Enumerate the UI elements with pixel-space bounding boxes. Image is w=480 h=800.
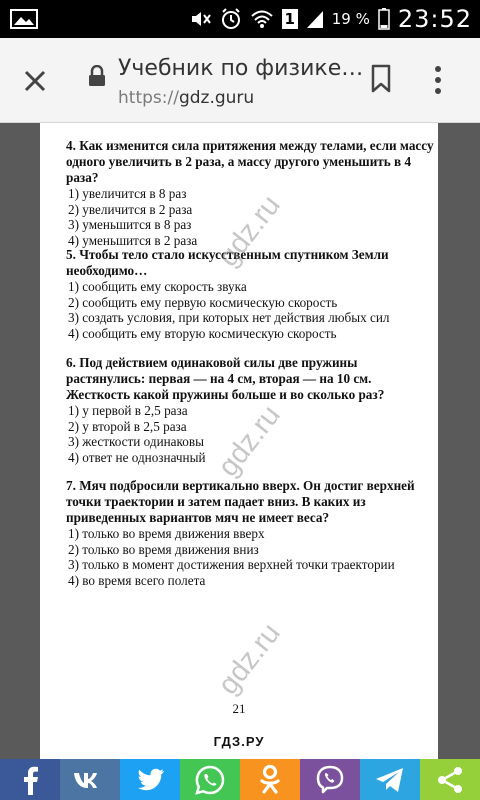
browser-toolbar: [0, 38, 480, 123]
page-url[interactable]: [118, 88, 254, 108]
answer-option: 1) у первой в 2,5 раза: [68, 403, 188, 418]
url-scheme: https://: [118, 88, 179, 108]
odnoklassniki-icon: [259, 764, 281, 796]
telegram-share-button[interactable]: [360, 759, 420, 800]
sim-badge: 1: [282, 9, 298, 29]
alarm-icon: [220, 8, 242, 30]
answer-option: 4) сообщить ему вторую космическую скорость: [68, 325, 337, 341]
bookmark-icon[interactable]: [370, 64, 392, 94]
share-icon: [435, 765, 465, 795]
url-host: gdz.guru: [178, 88, 255, 108]
answer-option: 1) сообщить ему скорость звука: [68, 279, 247, 294]
facebook-share-button[interactable]: [0, 759, 60, 800]
battery-icon: [378, 8, 390, 30]
share-bar: [0, 759, 480, 800]
twitter-icon: [135, 768, 165, 792]
viber-icon: [315, 765, 345, 795]
status-icons: [190, 0, 472, 38]
question-text: 5. Чтобы тело стало искусственным спутником Земли необходимо…: [66, 247, 389, 278]
answer-option: 4) уменьшится в 2 раза: [68, 232, 198, 248]
answer-option: 4) во время всего полета: [68, 572, 206, 588]
mute-icon: [190, 9, 212, 29]
question-5: [66, 247, 438, 341]
watermark: gdz.ru: [212, 189, 287, 273]
vk-share-button[interactable]: [60, 759, 120, 800]
telegram-icon: [374, 766, 406, 794]
answer-option: 2) у второй в 2,5 раза: [68, 418, 187, 434]
lock-icon: [88, 65, 106, 87]
answer-option: 3) создать условия, при которых нет действия любых сил: [68, 310, 390, 325]
question-text: 4. Как изменится сила притяжения между телами, если массу одного увеличить в 2 раза, а массу другого уменьшить в 4 раза?: [66, 138, 434, 185]
battery-percent: 19 %: [331, 10, 370, 28]
answer-option: 3) уменьшится в 8 раз: [68, 217, 192, 232]
share-button[interactable]: [420, 759, 480, 800]
watermark: gdz.ru: [212, 399, 287, 483]
more-vert-icon[interactable]: [432, 64, 444, 96]
twitter-share-button[interactable]: [120, 759, 180, 800]
page-number: 21: [232, 701, 246, 716]
watermark: gdz.ru: [212, 617, 287, 701]
page-title: Учебник по физике…: [118, 56, 364, 81]
wifi-icon: [250, 9, 274, 29]
answer-option: 1) увеличится в 8 раз: [68, 186, 187, 201]
answer-option: 3) жесткости одинаковы: [68, 434, 204, 449]
whatsapp-share-button[interactable]: [180, 759, 240, 800]
answer-option: 4) ответ не однозначный: [68, 449, 206, 465]
answer-option: 1) только во время движения вверх: [68, 526, 265, 541]
odnoklassniki-share-button[interactable]: [240, 759, 300, 800]
answer-option: 2) сообщить ему первую космическую скорость: [68, 294, 338, 310]
answer-option: 2) увеличится в 2 раза: [68, 201, 193, 217]
whatsapp-icon: [195, 765, 225, 795]
facebook-icon: [20, 765, 40, 795]
status-bar: [0, 0, 480, 38]
signal-icon: [306, 9, 324, 29]
page-footer: ГДЗ.РУ: [213, 734, 265, 749]
question-text: 7. Мяч подбросили вертикально вверх. Он достиг верхней точки траектории и затем падает вниз. В каких из приведенных вариантов мяч не имеет веса?: [66, 478, 415, 525]
close-icon[interactable]: [20, 66, 50, 96]
vk-icon: [73, 770, 107, 790]
clock: 23:52: [397, 5, 472, 33]
answer-option: 3) только в момент достижения верхней точки траектории: [68, 557, 395, 572]
question-7: [66, 478, 438, 588]
gallery-icon: [10, 9, 38, 29]
viber-share-button[interactable]: [300, 759, 360, 800]
question-text: 6. Под действием одинаковой силы две пружины растянулись: первая — на 4 см, вторая — на 10 см. Жесткость какой пружины больше и во сколько раз?: [66, 355, 385, 402]
document-page: [40, 123, 438, 759]
answer-option: 2) только во время движения вниз: [68, 541, 259, 557]
